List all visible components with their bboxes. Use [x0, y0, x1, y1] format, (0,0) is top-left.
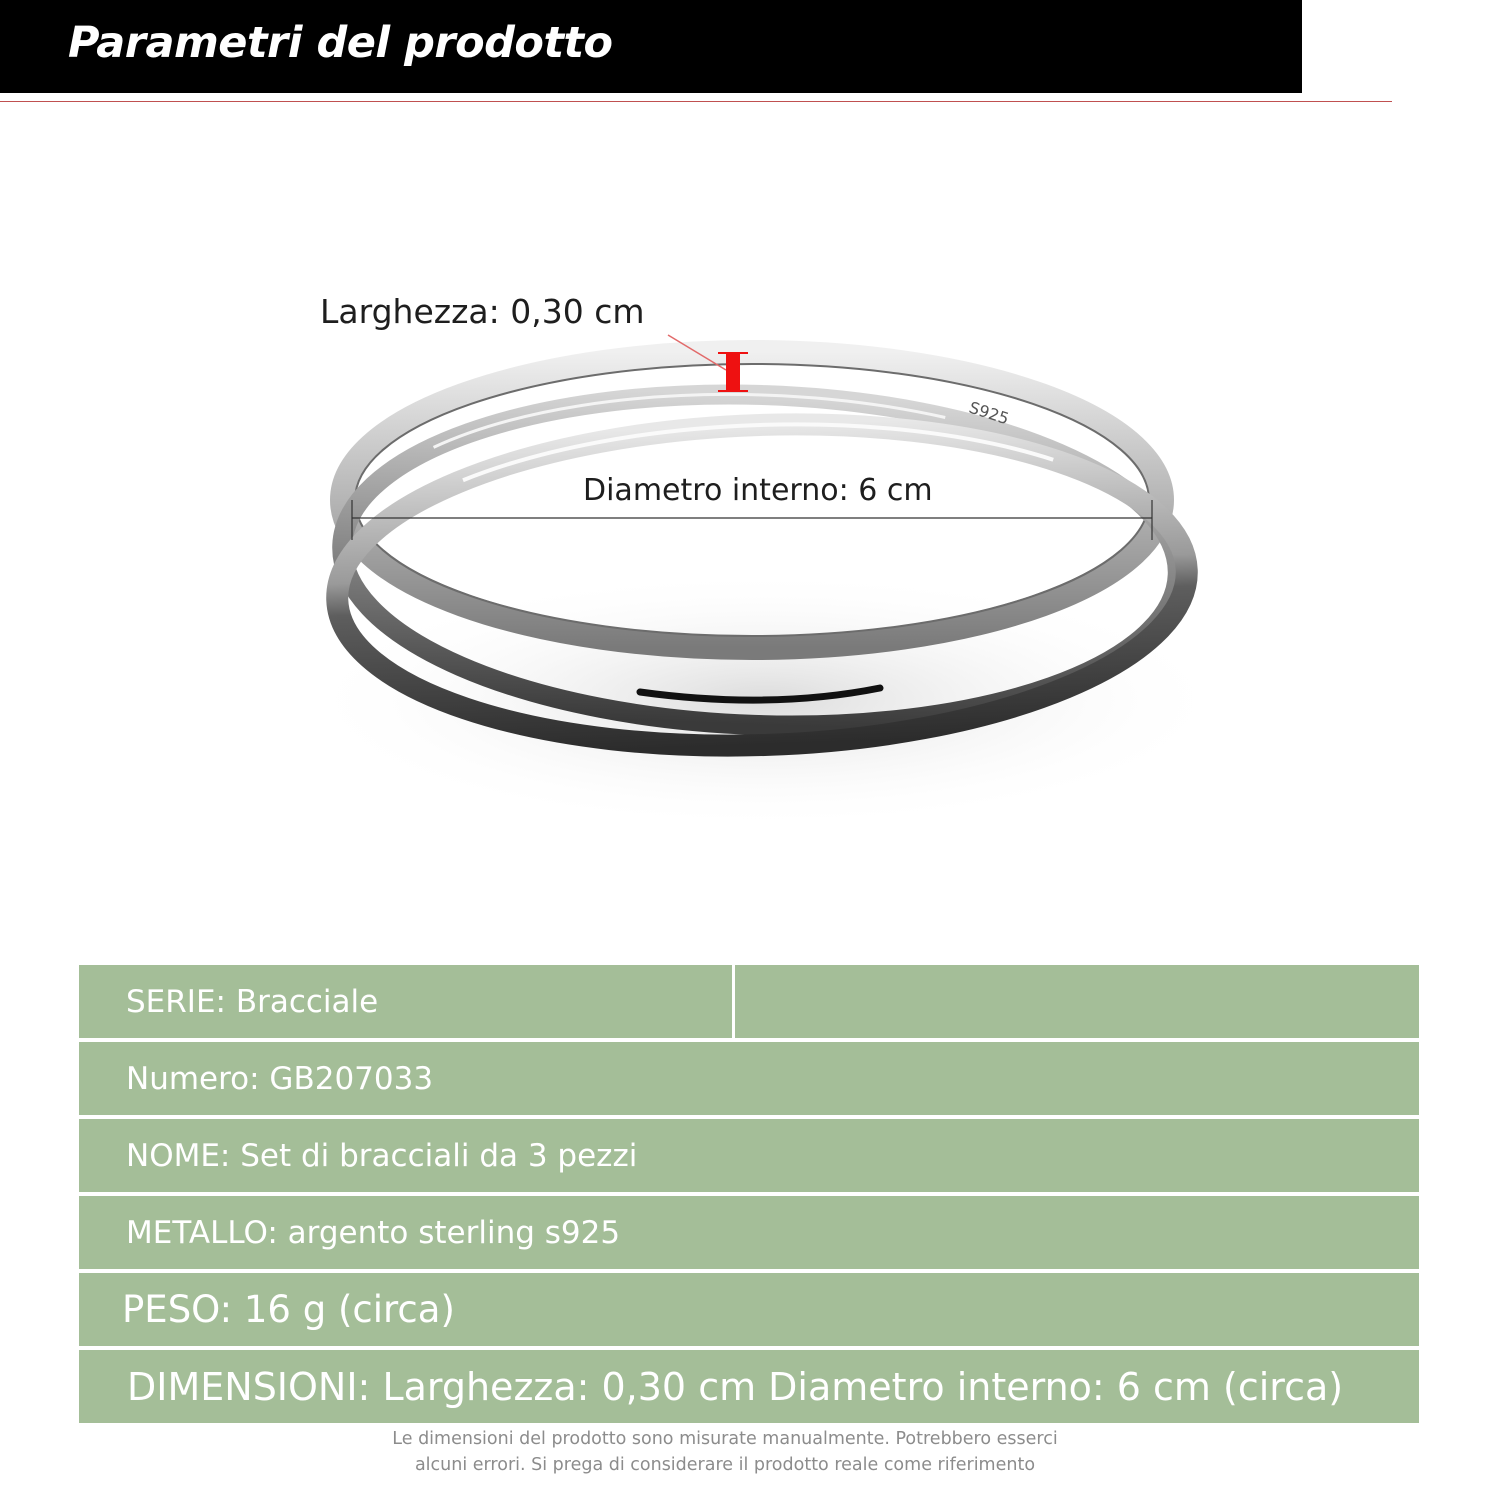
spec-row-series [79, 965, 1419, 1038]
spec-row-dimensions [79, 1350, 1419, 1423]
spec-number: Numero: GB207033 [126, 1060, 434, 1097]
disclaimer-line-2: alcuni errori. Si prega di considerare il prodotto reale come riferimento [414, 1455, 1036, 1475]
spec-dimensions: DIMENSIONI: Larghezza: 0,30 cm Diametro interno: 6 cm (circa) [127, 1364, 1344, 1409]
spec-row-weight [79, 1273, 1419, 1346]
spec-series: SERIE: Bracciale [126, 983, 379, 1020]
s925-stamp: S925 [966, 397, 1012, 429]
width-label: Larghezza: 0,30 cm [320, 292, 645, 331]
spec-row-name [79, 1119, 1419, 1192]
specs-table [79, 965, 1419, 1423]
disclaimer-line-1: Le dimensioni del prodotto sono misurate manualmente. Potrebbero esserci [392, 1429, 1058, 1449]
spec-metal: METALLO: argento sterling s925 [126, 1214, 621, 1251]
spec-row-number [79, 1042, 1419, 1115]
disclaimer-note [340, 1426, 1110, 1478]
page-title: Parametri del prodotto [68, 18, 613, 68]
spec-row-divider [732, 965, 735, 1038]
width-marker [726, 354, 740, 390]
diameter-label: Diametro interno: 6 cm [583, 473, 933, 508]
spec-row-metal [79, 1196, 1419, 1269]
spec-weight: PESO: 16 g (circa) [122, 1288, 455, 1331]
spec-name: NOME: Set di bracciali da 3 pezzi [126, 1137, 638, 1174]
